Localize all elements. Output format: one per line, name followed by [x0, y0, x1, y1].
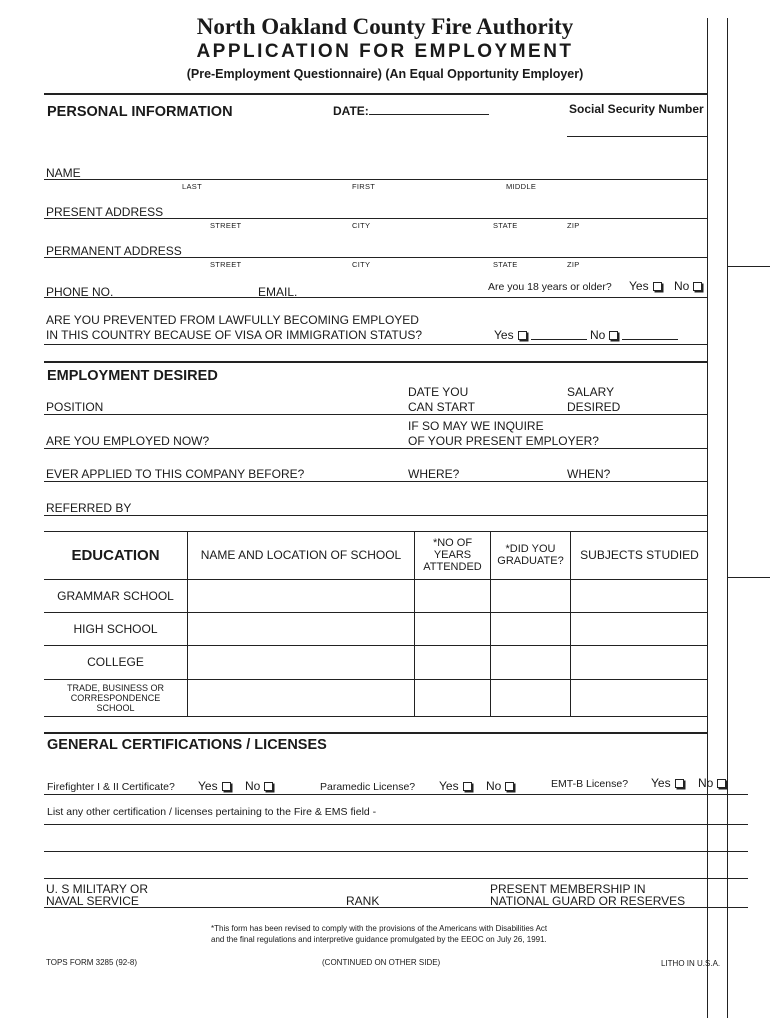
tear-mark: [727, 577, 770, 578]
visa-no-label: No: [590, 328, 606, 342]
age-yes-option[interactable]: [629, 279, 662, 293]
ada-note-1: *This form has been revised to comply with the provisions of the Americans with Disabilities Act: [211, 924, 548, 933]
addr-sub-state: STATE: [493, 221, 518, 230]
section-employment-title: EMPLOYMENT DESIRED: [47, 368, 218, 384]
other-certs-label: List any other certification / licenses pertaining to the Fire & EMS field -: [47, 806, 377, 818]
firefighter-yes-option[interactable]: [198, 779, 231, 793]
salary-label-2: DESIRED: [567, 400, 621, 414]
section-personal-title: PERSONAL INFORMATION: [47, 104, 233, 120]
continued-note: (CONTINUED ON OTHER SIDE): [322, 958, 441, 967]
permanent-address-label: PERMANENT ADDRESS: [46, 244, 182, 258]
age-yes-label: Yes: [629, 279, 649, 293]
checkbox[interactable]: [505, 782, 514, 791]
addr-sub-street: STREET: [210, 260, 242, 269]
section-certifications-title: GENERAL CERTIFICATIONS / LICENSES: [47, 737, 327, 753]
emtb-no-label: No: [698, 776, 714, 790]
age-no-label: No: [674, 279, 690, 293]
checkbox[interactable]: [518, 331, 527, 340]
addr-sub-state: STATE: [493, 260, 518, 269]
inquire-label-2: OF YOUR PRESENT EMPLOYER?: [408, 434, 599, 448]
guard-label-1: PRESENT MEMBERSHIP IN: [490, 882, 646, 896]
name-label: NAME: [46, 166, 81, 180]
visa-no-option[interactable]: [590, 328, 678, 342]
row-grammar-school: GRAMMAR SCHOOL: [57, 588, 174, 603]
checkbox[interactable]: [264, 782, 273, 791]
addr-sub-zip: ZIP: [567, 260, 580, 269]
addr-sub-city: CITY: [352, 260, 371, 269]
when-label: WHEN?: [567, 467, 611, 481]
checkbox[interactable]: [717, 779, 726, 788]
checkbox[interactable]: [653, 282, 662, 291]
divider: [44, 344, 708, 345]
row-trade-school: TRADE, BUSINESS OR CORRESPONDENCE SCHOOL: [66, 682, 165, 713]
referred-by-field[interactable]: [44, 515, 708, 516]
ssn-label: Social Security Number: [569, 102, 704, 116]
military-label-1: U. S MILITARY OR: [46, 882, 149, 896]
salary-label-1: SALARY: [567, 385, 615, 399]
emtb-yes-label: Yes: [651, 776, 671, 790]
certifications-field[interactable]: [44, 794, 748, 795]
org-name: North Oakland County Fire Authority: [196, 14, 574, 39]
paramedic-yes-label: Yes: [439, 779, 459, 793]
paramedic-no-label: No: [486, 779, 502, 793]
divider: [44, 878, 748, 879]
divider: [44, 361, 708, 363]
age-no-option[interactable]: [674, 279, 702, 293]
emtb-yes-option[interactable]: [651, 776, 684, 790]
other-certs-field[interactable]: [44, 851, 748, 852]
col-graduate: *DID YOU GRADUATE?: [497, 543, 564, 567]
date-start-label-1: DATE YOU: [408, 385, 469, 399]
visa-question-line2: IN THIS COUNTRY BECAUSE OF VISA OR IMMIGRATION STATUS?: [46, 328, 423, 342]
checkbox[interactable]: [675, 779, 684, 788]
firefighter-yes-label: Yes: [198, 779, 218, 793]
ada-note-2: and the final regulations and interpretive guidance promulgated by the EEOC on July 26, 1991.: [211, 935, 547, 944]
position-label: POSITION: [46, 400, 104, 414]
tear-mark: [727, 266, 770, 267]
employed-now-field[interactable]: [44, 448, 708, 449]
visa-question-line1: ARE YOU PREVENTED FROM LAWFULLY BECOMING EMPLOYED: [46, 313, 419, 327]
military-label-2: NAVAL SERVICE: [46, 894, 139, 908]
col-school: NAME AND LOCATION OF SCHOOL: [200, 548, 402, 562]
form-subtitle: (Pre-Employment Questionnaire) (An Equal Opportunity Employer): [186, 67, 584, 81]
name-sub-first: FIRST: [352, 182, 376, 191]
present-address-field[interactable]: [44, 218, 708, 219]
date-label: DATE:: [333, 104, 369, 118]
emtb-no-option[interactable]: [698, 776, 726, 790]
form-id: TOPS FORM 3285 (92-8): [46, 958, 137, 967]
date-field[interactable]: [333, 104, 489, 118]
form-title: APPLICATION FOR EMPLOYMENT: [196, 41, 574, 62]
visa-yes-label: Yes: [494, 328, 514, 342]
where-label: WHERE?: [408, 467, 460, 481]
employed-now-label: ARE YOU EMPLOYED NOW?: [46, 434, 210, 448]
right-margin-rule: [707, 18, 708, 1018]
present-address-label: PRESENT ADDRESS: [46, 205, 164, 219]
rank-label: RANK: [346, 894, 380, 908]
emtb-label: EMT-B License?: [551, 778, 629, 790]
date-blank: [369, 114, 489, 115]
litho-note: LITHO IN U.S.A.: [661, 959, 721, 968]
table-border: [44, 716, 708, 717]
right-margin-rule-outer: [727, 18, 728, 1018]
paramedic-yes-option[interactable]: [439, 779, 472, 793]
addr-sub-zip: ZIP: [567, 221, 580, 230]
email-label: EMAIL.: [258, 285, 298, 299]
other-certs-field[interactable]: [44, 824, 748, 825]
blank: [622, 339, 678, 340]
phone-label: PHONE NO.: [46, 285, 114, 299]
firefighter-no-label: No: [245, 779, 261, 793]
checkbox[interactable]: [609, 331, 618, 340]
applied-before-label: EVER APPLIED TO THIS COMPANY BEFORE?: [46, 467, 305, 481]
row-high-school: HIGH SCHOOL: [73, 621, 158, 636]
guard-label-2: NATIONAL GUARD OR RESERVES: [490, 894, 686, 908]
military-field[interactable]: [44, 907, 748, 908]
position-field[interactable]: [44, 414, 708, 415]
checkbox[interactable]: [693, 282, 702, 291]
paramedic-label: Paramedic License?: [320, 781, 416, 793]
visa-yes-option[interactable]: [494, 328, 587, 342]
row-college: COLLEGE: [87, 655, 144, 669]
blank: [531, 339, 587, 340]
phone-field[interactable]: [44, 297, 708, 298]
col-subjects: SUBJECTS STUDIED: [580, 548, 699, 562]
name-sub-middle: MIDDLE: [506, 182, 537, 191]
checkbox[interactable]: [463, 782, 472, 791]
name-sub-last: LAST: [182, 182, 202, 191]
firefighter-no-option[interactable]: [245, 779, 273, 793]
inquire-label-1: IF SO MAY WE INQUIRE: [408, 419, 544, 433]
col-years: *NO OF YEARS ATTENDED: [423, 537, 482, 573]
checkbox[interactable]: [222, 782, 231, 791]
ssn-field[interactable]: [567, 136, 707, 137]
firefighter-cert-label: Firefighter I & II Certificate?: [47, 781, 175, 793]
divider: [44, 732, 708, 734]
date-start-label-2: CAN START: [408, 400, 475, 414]
age-question: Are you 18 years or older?: [488, 281, 612, 293]
paramedic-no-option[interactable]: [486, 779, 514, 793]
addr-sub-street: STREET: [210, 221, 242, 230]
applied-before-field[interactable]: [44, 481, 708, 482]
name-field[interactable]: [44, 179, 708, 180]
referred-by-label: REFERRED BY: [46, 501, 132, 515]
permanent-address-field[interactable]: [44, 257, 708, 258]
addr-sub-city: CITY: [352, 221, 371, 230]
divider: [44, 93, 708, 95]
education-title: EDUCATION: [71, 546, 160, 564]
